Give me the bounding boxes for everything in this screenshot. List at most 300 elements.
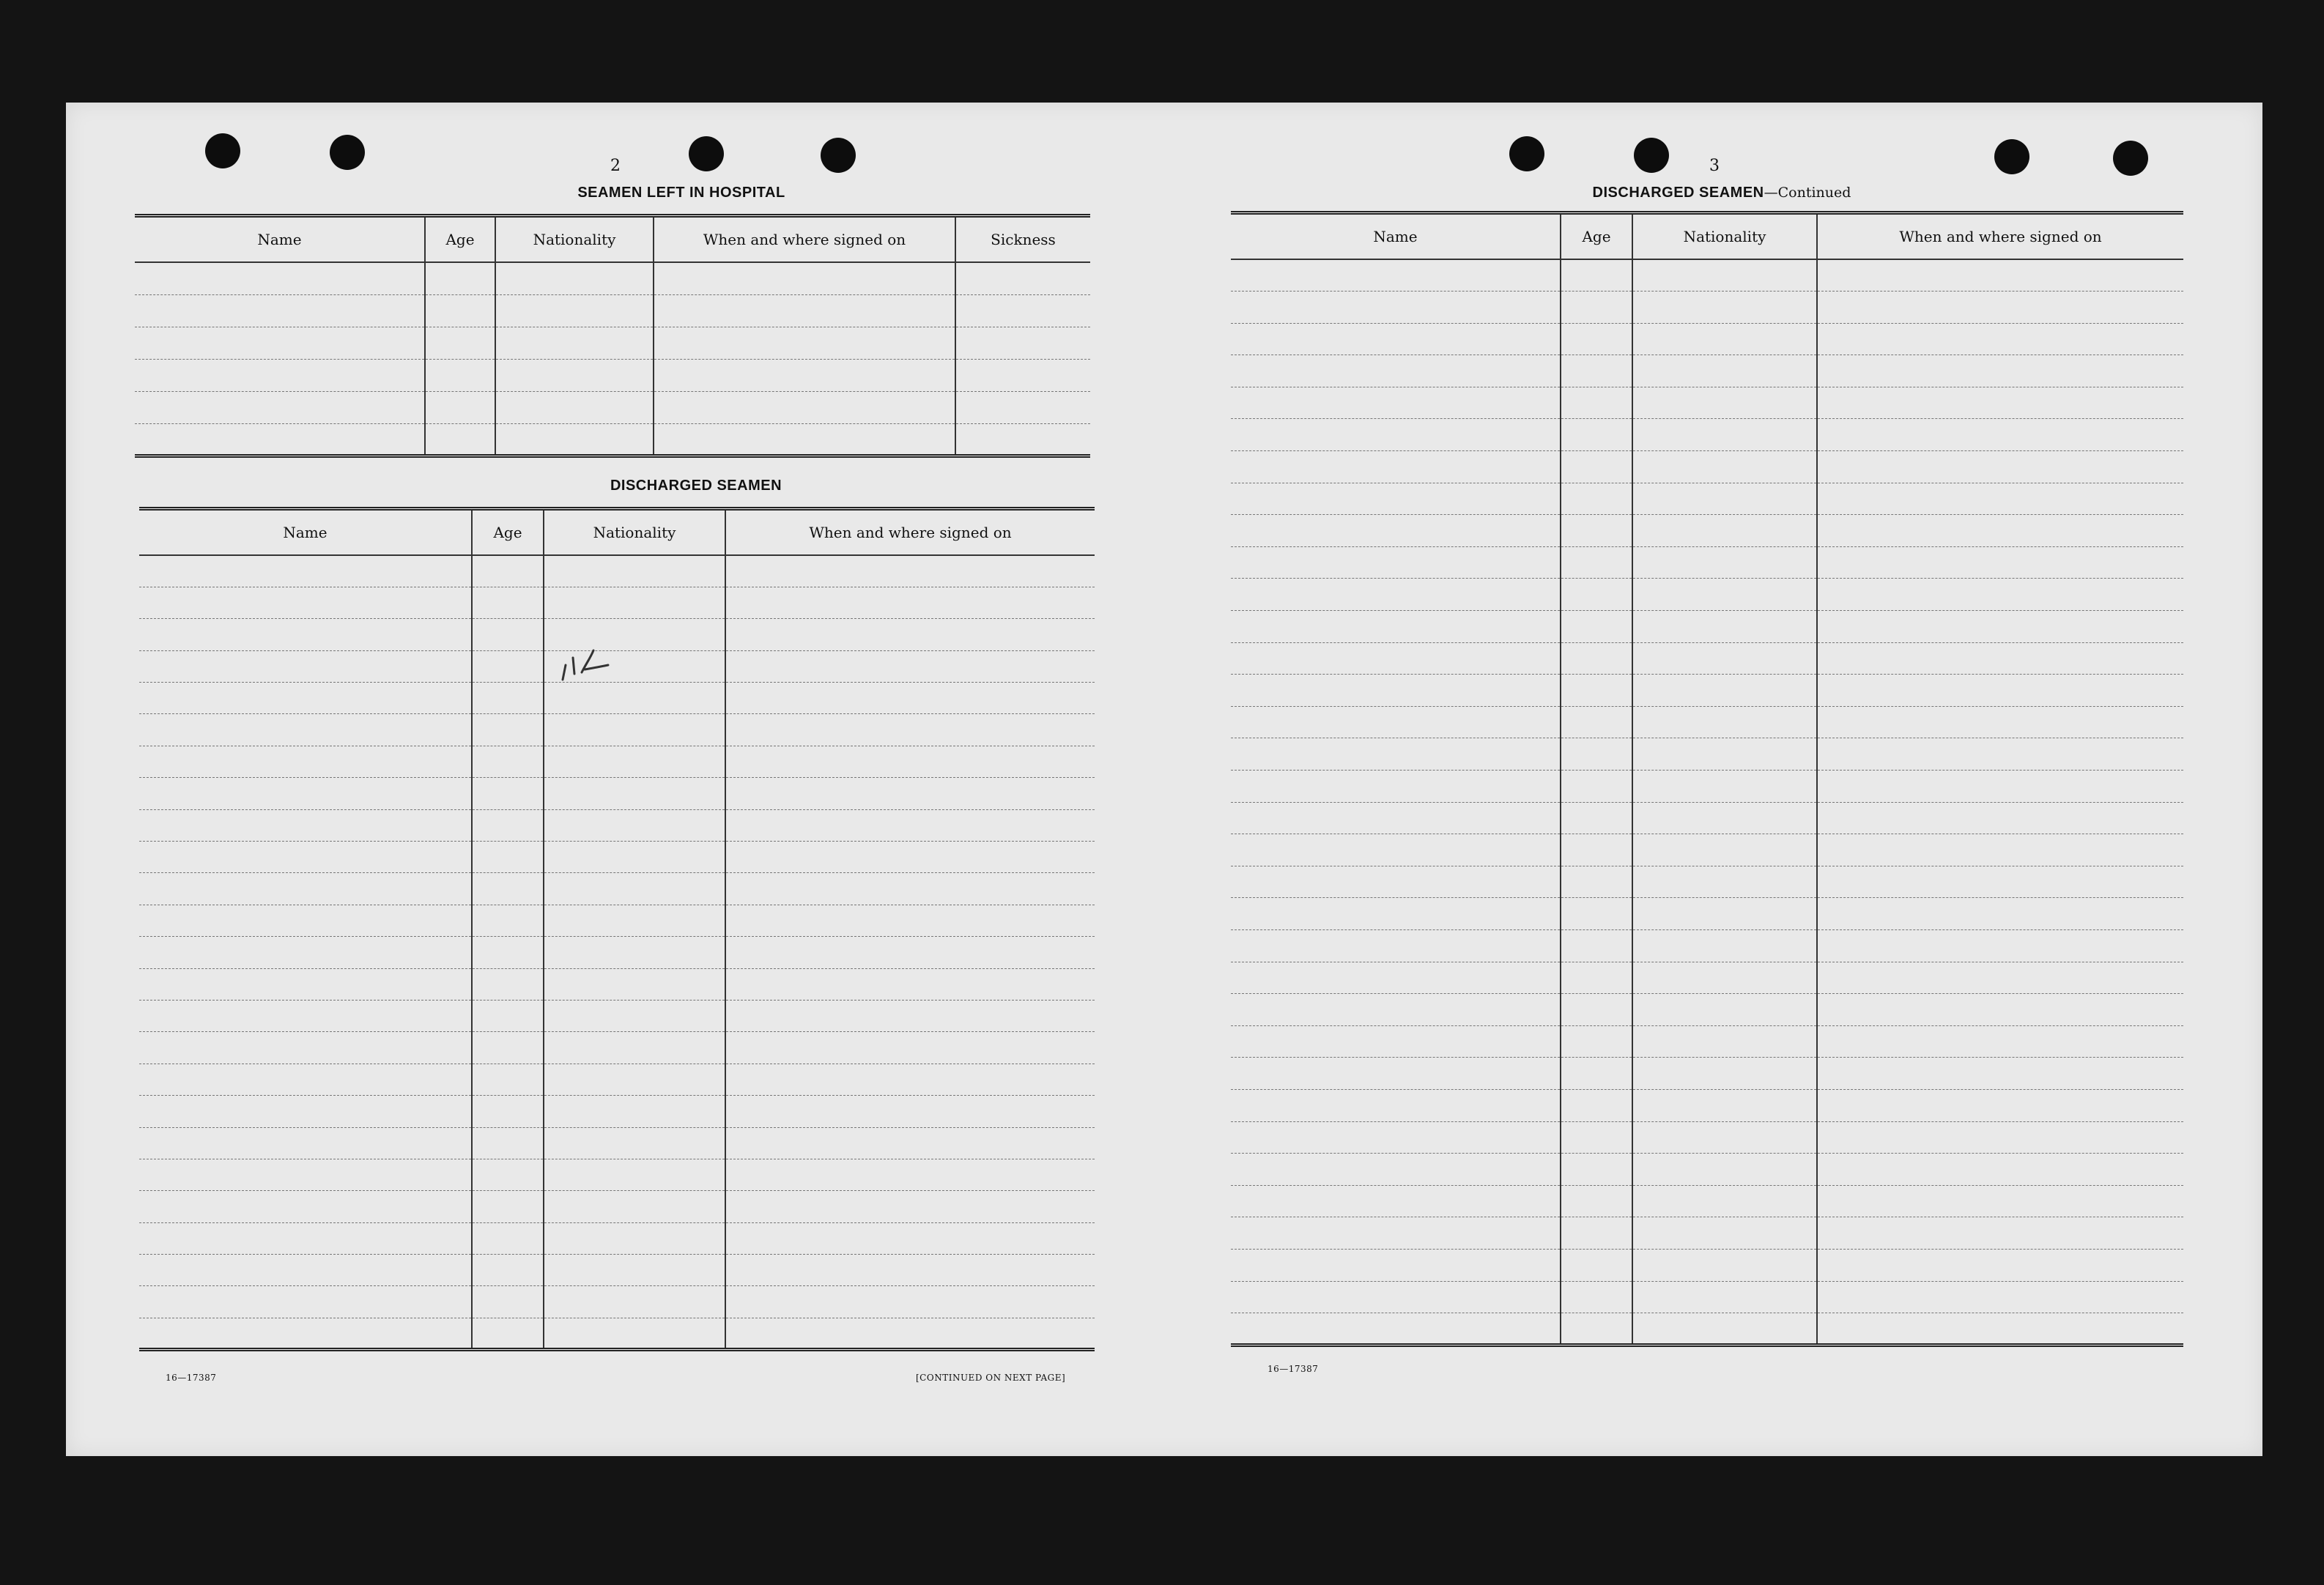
table-row: [1231, 259, 2183, 292]
blank-entry-cell: [1231, 866, 1561, 898]
blank-entry-cell: [1561, 515, 1632, 547]
blank-entry-cell: [1561, 1058, 1632, 1090]
blank-entry-cell: [1231, 962, 1561, 994]
blank-entry-cell: [1231, 771, 1561, 803]
discharged-table: [139, 507, 1095, 1351]
blank-entry-cell: [1561, 546, 1632, 579]
blank-entry-cell: [1231, 929, 1561, 962]
blank-entry-cell: [544, 555, 725, 587]
blank-entry-cell: [544, 1318, 725, 1349]
blank-entry-cell: [1817, 387, 2183, 419]
blank-entry-cell: [725, 1064, 1095, 1095]
blank-entry-cell: [1231, 483, 1561, 515]
table-row: [1231, 292, 2183, 324]
table-row: [139, 683, 1095, 714]
blank-entry-cell: [472, 842, 544, 873]
punch-hole: [1509, 136, 1544, 171]
column-header-signed-on: When and where signed on: [1817, 213, 2183, 260]
table-row: [1231, 387, 2183, 419]
blank-entry-cell: [1817, 962, 2183, 994]
table-row: [135, 262, 1090, 294]
discharged-section-title: DISCHARGED SEAMEN: [610, 478, 782, 494]
handwritten-mark: [557, 636, 615, 687]
table-row: [1231, 1281, 2183, 1313]
blank-entry-cell: [1561, 579, 1632, 611]
blank-entry-cell: [1632, 451, 1817, 483]
blank-entry-cell: [544, 968, 725, 1000]
blank-entry-cell: [1632, 1089, 1817, 1121]
blank-entry-cell: [495, 359, 654, 391]
blank-entry-cell: [725, 1000, 1095, 1031]
blank-entry-cell: [1231, 1154, 1561, 1186]
blank-entry-cell: [135, 359, 425, 391]
blank-entry-cell: [139, 746, 472, 777]
blank-entry-cell: [1561, 1281, 1632, 1313]
table-row: [1231, 802, 2183, 834]
blank-entry-cell: [1561, 866, 1632, 898]
table-row: [139, 937, 1095, 968]
blank-entry-cell: [544, 1159, 725, 1190]
blank-entry-cell: [472, 809, 544, 841]
blank-entry-cell: [1817, 994, 2183, 1026]
blank-entry-cell: [955, 359, 1090, 391]
blank-entry-cell: [139, 1222, 472, 1254]
blank-entry-cell: [1231, 1089, 1561, 1121]
blank-entry-cell: [1632, 1185, 1817, 1217]
blank-entry-cell: [1561, 355, 1632, 387]
blank-entry-cell: [1231, 1185, 1561, 1217]
blank-entry-cell: [495, 327, 654, 359]
blank-entry-cell: [1632, 898, 1817, 930]
table-row: [135, 391, 1090, 423]
blank-entry-cell: [544, 1127, 725, 1159]
table-row: [139, 1032, 1095, 1064]
table-row: [139, 905, 1095, 936]
blank-entry-cell: [1561, 1089, 1632, 1121]
blank-entry-cell: [139, 587, 472, 618]
column-header-name: Name: [139, 509, 472, 556]
blank-entry-cell: [725, 1127, 1095, 1159]
blank-entry-cell: [1632, 738, 1817, 771]
blank-entry-cell: [1817, 1089, 2183, 1121]
blank-entry-cell: [472, 1096, 544, 1127]
blank-entry-cell: [472, 714, 544, 746]
blank-entry-cell: [1817, 323, 2183, 355]
blank-entry-cell: [472, 937, 544, 968]
blank-entry-cell: [1231, 419, 1561, 451]
table-row: [1231, 483, 2183, 515]
punch-hole: [2113, 141, 2148, 176]
discharged-continued-title: [1458, 185, 1986, 201]
blank-entry-cell: [1231, 355, 1561, 387]
blank-entry-cell: [725, 873, 1095, 905]
blank-entry-cell: [725, 555, 1095, 587]
blank-entry-cell: [544, 1000, 725, 1031]
blank-entry-cell: [1632, 866, 1817, 898]
table-row: [139, 968, 1095, 1000]
blank-entry-cell: [1561, 898, 1632, 930]
table-row: [139, 778, 1095, 809]
blank-entry-cell: [472, 1000, 544, 1031]
table-row: [135, 359, 1090, 391]
blank-entry-cell: [1231, 706, 1561, 738]
blank-entry-cell: [725, 778, 1095, 809]
blank-entry-cell: [135, 391, 425, 423]
blank-entry-cell: [1561, 642, 1632, 675]
table-row: [139, 1127, 1095, 1159]
blank-entry-cell: [1561, 962, 1632, 994]
blank-entry-cell: [472, 683, 544, 714]
table-row: [139, 587, 1095, 618]
table-row: [1231, 994, 2183, 1026]
hospital-header-row: [135, 216, 1090, 263]
blank-entry-cell: [725, 1222, 1095, 1254]
blank-entry-cell: [1632, 771, 1817, 803]
blank-entry-cell: [725, 937, 1095, 968]
table-row: [139, 1096, 1095, 1127]
blank-entry-cell: [1817, 259, 2183, 292]
blank-entry-cell: [955, 423, 1090, 456]
blank-entry-cell: [1561, 419, 1632, 451]
blank-entry-cell: [1817, 706, 2183, 738]
blank-entry-cell: [1231, 611, 1561, 643]
blank-entry-cell: [1817, 771, 2183, 803]
column-header-age: Age: [425, 216, 495, 263]
blank-entry-cell: [1817, 419, 2183, 451]
blank-entry-cell: [1817, 1154, 2183, 1186]
blank-entry-cell: [544, 587, 725, 618]
blank-entry-cell: [1561, 802, 1632, 834]
table-row: [139, 1318, 1095, 1349]
blank-entry-cell: [139, 905, 472, 936]
blank-entry-cell: [139, 968, 472, 1000]
blank-entry-cell: [1231, 802, 1561, 834]
column-header-age: Age: [1561, 213, 1632, 260]
blank-entry-cell: [1632, 515, 1817, 547]
blank-entry-cell: [139, 619, 472, 650]
blank-entry-cell: [139, 650, 472, 682]
blank-entry-cell: [544, 873, 725, 905]
punch-hole: [330, 135, 365, 170]
table-row: [139, 746, 1095, 777]
blank-entry-cell: [544, 1255, 725, 1286]
blank-entry-cell: [472, 619, 544, 650]
blank-entry-cell: [955, 294, 1090, 327]
blank-entry-cell: [1561, 994, 1632, 1026]
blank-entry-cell: [1817, 1313, 2183, 1345]
blank-entry-cell: [472, 1032, 544, 1064]
blank-entry-cell: [1817, 834, 2183, 866]
table-row: [1231, 1154, 2183, 1186]
blank-entry-cell: [1632, 1058, 1817, 1090]
punch-hole: [821, 138, 856, 173]
table-row: [139, 555, 1095, 587]
table-row: [1231, 323, 2183, 355]
blank-entry-cell: [472, 1255, 544, 1286]
blank-entry-cell: [1561, 451, 1632, 483]
table-row: [1231, 834, 2183, 866]
blank-entry-cell: [1231, 834, 1561, 866]
blank-entry-cell: [544, 1096, 725, 1127]
table-row: [1231, 1121, 2183, 1154]
blank-entry-cell: [135, 294, 425, 327]
blank-entry-cell: [725, 1159, 1095, 1190]
blank-entry-cell: [425, 359, 495, 391]
blank-entry-cell: [1561, 771, 1632, 803]
blank-entry-cell: [139, 842, 472, 873]
left-page-number: 2: [610, 157, 621, 175]
table-row: [1231, 1058, 2183, 1090]
blank-entry-cell: [495, 391, 654, 423]
blank-entry-cell: [544, 1032, 725, 1064]
blank-entry-cell: [1561, 1313, 1632, 1345]
blank-entry-cell: [1817, 1058, 2183, 1090]
table-row: [1231, 1089, 2183, 1121]
table-row: [135, 294, 1090, 327]
discharged-continued-title-main: DISCHARGED SEAMEN: [1592, 185, 1764, 201]
blank-entry-cell: [1632, 802, 1817, 834]
column-header-age: Age: [472, 509, 544, 556]
blank-entry-cell: [1632, 675, 1817, 707]
blank-entry-cell: [425, 327, 495, 359]
blank-entry-cell: [544, 1222, 725, 1254]
blank-entry-cell: [1817, 866, 2183, 898]
table-row: [139, 1000, 1095, 1031]
blank-entry-cell: [135, 423, 425, 456]
table-row: [1231, 1025, 2183, 1058]
blank-entry-cell: [139, 778, 472, 809]
table-row: [1231, 579, 2183, 611]
blank-entry-cell: [139, 937, 472, 968]
blank-entry-cell: [1817, 1249, 2183, 1281]
blank-entry-cell: [544, 1286, 725, 1318]
blank-entry-cell: [139, 1318, 472, 1349]
table-row: [1231, 1313, 2183, 1345]
punch-hole: [1994, 139, 2029, 174]
blank-entry-cell: [725, 587, 1095, 618]
table-row: [1231, 962, 2183, 994]
blank-entry-cell: [725, 1286, 1095, 1318]
blank-entry-cell: [544, 937, 725, 968]
blank-entry-cell: [139, 1191, 472, 1222]
blank-entry-cell: [1632, 387, 1817, 419]
punch-hole: [1634, 138, 1669, 173]
blank-entry-cell: [725, 968, 1095, 1000]
table-row: [139, 1286, 1095, 1318]
blank-entry-cell: [725, 1032, 1095, 1064]
right-page-number: 3: [1709, 157, 1720, 175]
table-row: [1231, 898, 2183, 930]
blank-entry-cell: [725, 1318, 1095, 1349]
blank-entry-cell: [139, 809, 472, 841]
blank-entry-cell: [1817, 515, 2183, 547]
blank-entry-cell: [1561, 1217, 1632, 1250]
blank-entry-cell: [1632, 706, 1817, 738]
blank-entry-cell: [1817, 483, 2183, 515]
blank-entry-cell: [139, 1064, 472, 1095]
blank-entry-cell: [472, 587, 544, 618]
blank-entry-cell: [1632, 1281, 1817, 1313]
blank-entry-cell: [1231, 1249, 1561, 1281]
blank-entry-cell: [1231, 387, 1561, 419]
blank-entry-cell: [1632, 323, 1817, 355]
blank-entry-cell: [544, 809, 725, 841]
blank-entry-cell: [725, 1191, 1095, 1222]
column-header-name: Name: [1231, 213, 1561, 260]
blank-entry-cell: [1632, 834, 1817, 866]
blank-entry-cell: [135, 327, 425, 359]
table-row: [1231, 738, 2183, 771]
blank-entry-cell: [139, 683, 472, 714]
blank-entry-cell: [1231, 1281, 1561, 1313]
blank-entry-cell: [1561, 611, 1632, 643]
blank-entry-cell: [472, 1159, 544, 1190]
table-row: [139, 842, 1095, 873]
blank-entry-cell: [1632, 929, 1817, 962]
blank-entry-cell: [725, 650, 1095, 682]
table-row: [139, 714, 1095, 746]
table-row: [1231, 355, 2183, 387]
blank-entry-cell: [472, 1191, 544, 1222]
blank-entry-cell: [1231, 292, 1561, 324]
table-row: [139, 650, 1095, 682]
blank-entry-cell: [1817, 738, 2183, 771]
blank-entry-cell: [1632, 292, 1817, 324]
blank-entry-cell: [495, 294, 654, 327]
continued-note: [CONTINUED ON NEXT PAGE]: [916, 1373, 1066, 1383]
blank-entry-cell: [139, 1159, 472, 1190]
blank-entry-cell: [472, 746, 544, 777]
table-row: [139, 809, 1095, 841]
column-header-name: Name: [135, 216, 425, 263]
blank-entry-cell: [1632, 994, 1817, 1026]
hospital-table: [135, 214, 1090, 458]
blank-entry-cell: [1561, 706, 1632, 738]
blank-entry-cell: [544, 842, 725, 873]
blank-entry-cell: [472, 1222, 544, 1254]
blank-entry-cell: [1561, 483, 1632, 515]
blank-entry-cell: [1231, 675, 1561, 707]
blank-entry-cell: [1561, 1154, 1632, 1186]
continued-suffix: —Continued: [1764, 185, 1851, 201]
table-row: [139, 1064, 1095, 1095]
blank-entry-cell: [1231, 642, 1561, 675]
blank-entry-cell: [1231, 1313, 1561, 1345]
blank-entry-cell: [1817, 675, 2183, 707]
blank-entry-cell: [139, 555, 472, 587]
blank-entry-cell: [139, 1096, 472, 1127]
blank-entry-cell: [425, 294, 495, 327]
table-row: [1231, 1217, 2183, 1250]
blank-entry-cell: [725, 683, 1095, 714]
blank-entry-cell: [1231, 579, 1561, 611]
blank-entry-cell: [139, 1286, 472, 1318]
table-row: [135, 423, 1090, 456]
blank-entry-cell: [544, 746, 725, 777]
table-row: [1231, 706, 2183, 738]
blank-entry-cell: [725, 809, 1095, 841]
discharged-continued-table: [1231, 211, 2183, 1347]
blank-entry-cell: [1231, 994, 1561, 1026]
blank-entry-cell: [1632, 611, 1817, 643]
blank-entry-cell: [472, 1064, 544, 1095]
table-row: [1231, 1249, 2183, 1281]
table-row: [139, 619, 1095, 650]
column-header-signed-on: When and where signed on: [725, 509, 1095, 556]
column-header-nationality: Nationality: [1632, 213, 1817, 260]
blank-entry-cell: [472, 1318, 544, 1349]
blank-entry-cell: [1817, 1121, 2183, 1154]
blank-entry-cell: [472, 650, 544, 682]
blank-entry-cell: [1632, 1249, 1817, 1281]
blank-entry-cell: [1561, 1185, 1632, 1217]
blank-entry-cell: [139, 1255, 472, 1286]
blank-entry-cell: [725, 905, 1095, 936]
blank-entry-cell: [1231, 546, 1561, 579]
blank-entry-cell: [1561, 1249, 1632, 1281]
blank-entry-cell: [1561, 1121, 1632, 1154]
blank-entry-cell: [1817, 451, 2183, 483]
blank-entry-cell: [654, 294, 955, 327]
table-row: [1231, 451, 2183, 483]
blank-entry-cell: [1817, 929, 2183, 962]
blank-entry-cell: [425, 391, 495, 423]
blank-entry-cell: [1561, 738, 1632, 771]
blank-entry-cell: [1561, 259, 1632, 292]
blank-entry-cell: [1231, 898, 1561, 930]
blank-entry-cell: [1817, 292, 2183, 324]
table-row: [139, 873, 1095, 905]
blank-entry-cell: [1231, 259, 1561, 292]
blank-entry-cell: [1231, 1217, 1561, 1250]
table-row: [1231, 866, 2183, 898]
form-number-right: 16—17387: [1268, 1364, 1319, 1374]
blank-entry-cell: [955, 391, 1090, 423]
blank-entry-cell: [955, 262, 1090, 294]
column-header-sickness: Sickness: [955, 216, 1090, 263]
blank-entry-cell: [1632, 962, 1817, 994]
blank-entry-cell: [654, 423, 955, 456]
blank-entry-cell: [472, 778, 544, 809]
blank-entry-cell: [1817, 1217, 2183, 1250]
blank-entry-cell: [1632, 546, 1817, 579]
table-row: [1231, 675, 2183, 707]
blank-entry-cell: [725, 1096, 1095, 1127]
blank-entry-cell: [1632, 1121, 1817, 1154]
blank-entry-cell: [1632, 259, 1817, 292]
blank-entry-cell: [139, 1032, 472, 1064]
blank-entry-cell: [1817, 1281, 2183, 1313]
blank-entry-cell: [495, 423, 654, 456]
table-row: [139, 1159, 1095, 1190]
blank-entry-cell: [725, 714, 1095, 746]
table-row: [1231, 419, 2183, 451]
blank-entry-cell: [654, 327, 955, 359]
blank-entry-cell: [1817, 579, 2183, 611]
blank-entry-cell: [1632, 355, 1817, 387]
blank-entry-cell: [955, 327, 1090, 359]
table-row: [1231, 642, 2183, 675]
blank-entry-cell: [1632, 1313, 1817, 1345]
table-row: [135, 327, 1090, 359]
discharged-header-row: [139, 509, 1095, 556]
blank-entry-cell: [1632, 1154, 1817, 1186]
table-row: [1231, 929, 2183, 962]
blank-entry-cell: [725, 619, 1095, 650]
punch-hole: [205, 133, 240, 168]
blank-entry-cell: [544, 714, 725, 746]
table-row: [139, 1222, 1095, 1254]
